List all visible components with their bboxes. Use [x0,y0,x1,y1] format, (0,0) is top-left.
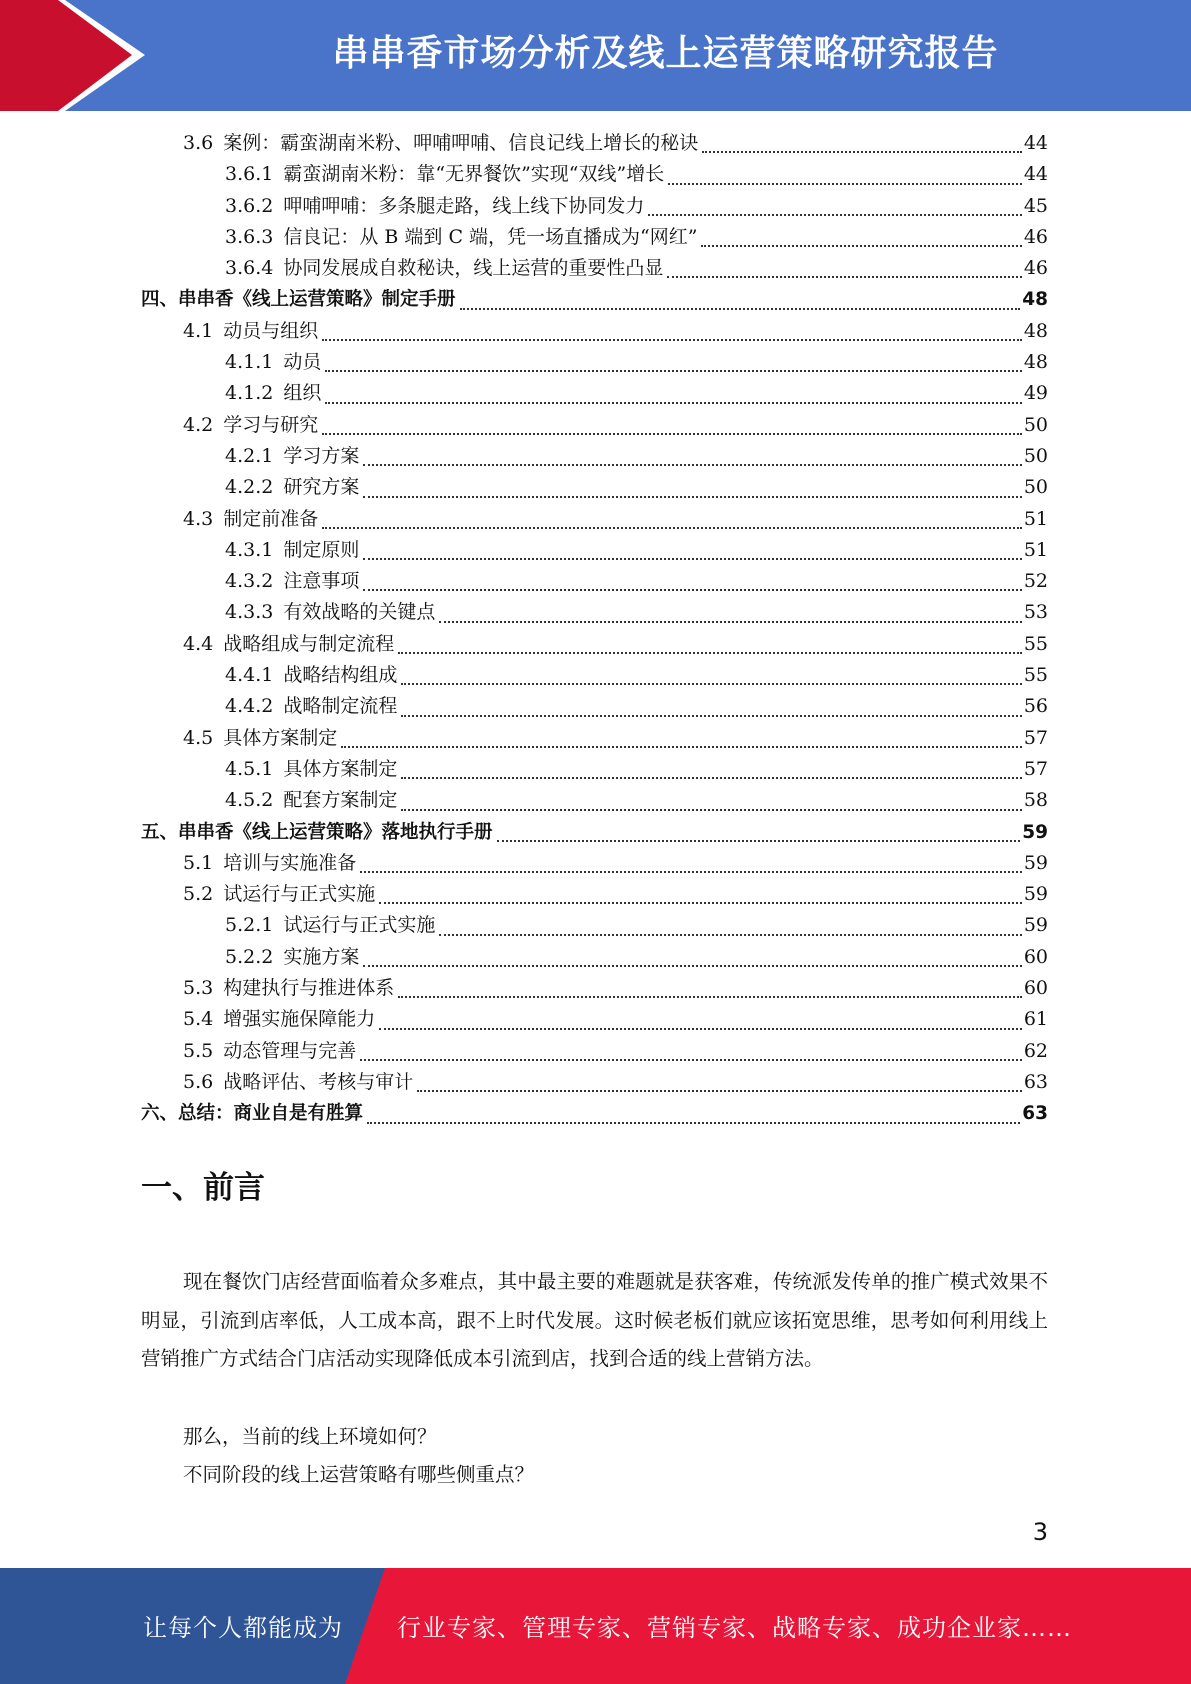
toc-leader-dots [325,369,1021,372]
toc-leader-dots [702,150,1022,153]
toc-entry-number: 3.6.2 [225,194,274,217]
toc-entry-page: 51 [1023,507,1048,530]
toc-entry-page: 55 [1023,664,1048,687]
toc-entry-page: 56 [1023,695,1048,718]
toc-entry-page: 63 [1023,1070,1048,1093]
toc-entry-title: 增强实施保障能力 [223,1008,376,1031]
toc-leader-dots [497,839,1021,842]
toc-entry-number: 4.5.2 [225,789,274,812]
toc-entry-title: 案例：霸蛮湖南米粉、呷哺呷哺、信良记线上增长的秘诀 [223,132,699,154]
toc-entry[interactable] [141,848,1048,879]
toc-entry-number: 4.4.2 [225,695,274,718]
toc-entry[interactable] [141,566,1048,597]
toc-entry-title: 呷哺呷哺：多条腿走路，线上线下协同发力 [283,194,645,217]
toc-entry[interactable] [141,316,1048,347]
toc-entry-number: 4.4 [183,632,214,655]
toc-entry[interactable] [141,128,1048,159]
toc-entry-number: 3.6.4 [225,257,274,280]
toc-leader-dots [398,651,1022,654]
toc-entry[interactable] [141,1098,1048,1129]
toc-entry-number: 4.1 [183,319,214,342]
toc-entry-number: 5.2.2 [225,945,274,968]
toc-entry[interactable] [141,159,1048,190]
toc-entry[interactable] [141,629,1048,660]
toc-entry-number: 4.1.1 [225,351,274,374]
toc-entry-title: 战略评估、考核与审计 [223,1070,414,1093]
toc-entry-page: 50 [1023,476,1048,499]
toc-entry-title: 协同发展成自救秘诀，线上运营的重要性凸显 [283,257,664,280]
toc-entry-number: 4.4.1 [225,664,274,687]
toc-entry-page: 59 [1022,821,1048,843]
toc-entry-title: 学习方案 [283,444,360,467]
toc-entry-title: 具体方案制定 [223,726,338,749]
toc-leader-dots [401,714,1021,717]
toc-entry-page: 63 [1022,1103,1048,1125]
toc-entry-number: 5.1 [183,851,214,874]
toc-entry-page: 48 [1023,351,1048,374]
toc-entry-page: 62 [1023,1039,1048,1062]
toc-entry-number: 3.6 [183,132,214,154]
toc-entry-page: 48 [1023,319,1048,342]
toc-entry-page: 46 [1023,225,1048,248]
toc-leader-dots [701,244,1021,247]
toc-entry-title: 构建执行与推进体系 [223,977,395,1000]
toc-entry[interactable] [141,253,1048,284]
toc-entry-page: 60 [1023,945,1048,968]
toc-leader-dots [401,776,1021,779]
toc-entry[interactable] [141,723,1048,754]
toc-entry[interactable] [141,222,1048,253]
toc-entry-title: 动态管理与完善 [223,1039,357,1062]
toc-entry[interactable] [141,441,1048,472]
toc-leader-dots [439,620,1021,623]
toc-entry-page: 58 [1023,789,1048,812]
toc-entry[interactable] [141,378,1048,409]
toc-entry-page: 50 [1023,444,1048,467]
toc-entry[interactable] [141,410,1048,441]
toc-entry-page: 53 [1023,601,1048,624]
toc-entry-page: 44 [1023,132,1048,154]
toc-entry-title: 制定前准备 [223,507,319,530]
toc-entry-title: 战略组成与制定流程 [223,632,395,655]
toc-entry[interactable] [141,284,1048,315]
toc-entry[interactable] [141,597,1048,628]
toc-leader-dots [439,933,1021,936]
toc-leader-dots [667,275,1021,278]
section-heading: 一、前言 [141,1170,265,1206]
toc-entry-number: 4.3.3 [225,601,274,624]
toc-entry-title: 有效战略的关键点 [283,601,436,624]
toc-leader-dots [360,1058,1022,1061]
toc-entry[interactable] [141,347,1048,378]
toc-entry-title: 动员与组织 [223,319,319,342]
toc-entry-title: 实施方案 [283,945,360,968]
toc-entry-number: 4.2 [183,413,214,436]
toc-leader-dots [460,307,1021,310]
toc-entry[interactable] [141,472,1048,503]
toc-entry[interactable] [141,942,1048,973]
document-title: 串串香市场分析及线上运营策略研究报告 [332,33,999,74]
footer-slogan-right: 行业专家、管理专家、营销专家、战略专家、成功企业家…… [397,1614,1072,1642]
toc-entry[interactable] [141,535,1048,566]
toc-entry-title: 试运行与正式实施 [223,883,376,906]
toc-entry-number: 5.2 [183,883,214,906]
toc-entry-number: 4.3 [183,507,214,530]
toc-entry-page: 46 [1023,257,1048,280]
toc-entry[interactable] [141,879,1048,910]
toc-entry[interactable] [141,1067,1048,1098]
toc-entry-page: 57 [1023,757,1048,780]
toc-entry[interactable] [141,1036,1048,1067]
toc-entry-number: 5.4 [183,1008,214,1031]
toc-entry[interactable] [141,754,1048,785]
toc-entry-title: 动员 [283,351,322,374]
toc-entry-page: 50 [1023,413,1048,436]
toc-leader-dots [379,1027,1022,1030]
toc-entry-title: 战略结构组成 [283,664,398,687]
toc-leader-dots [322,526,1022,529]
toc-entry-page: 61 [1023,1008,1048,1031]
toc-entry-title: 培训与实施准备 [223,851,357,874]
page-footer [0,1568,1191,1684]
footer-slogan-left: 让每个人都能成为 [143,1614,343,1642]
toc-entry-page: 48 [1022,289,1048,311]
toc-entry-title: 五、串串香《线上运营策略》落地执行手册 [141,821,493,843]
toc-entry-title: 注意事项 [283,570,360,593]
toc-leader-dots [363,964,1021,967]
toc-entry-title: 配套方案制定 [283,789,398,812]
toc-entry[interactable] [141,191,1048,222]
toc-leader-dots [668,182,1022,185]
toc-entry-page: 59 [1023,883,1048,906]
toc-entry-title: 六、总结：商业自是有胜算 [141,1103,364,1125]
toc-entry-number: 4.2.2 [225,476,274,499]
question-2: 不同阶段的线上运营策略有哪些侧重点？ [183,1463,535,1486]
toc-entry-number: 5.6 [183,1070,214,1093]
toc-entry-number: 3.6.1 [225,163,274,186]
toc-entry[interactable] [141,504,1048,535]
toc-leader-dots [322,338,1022,341]
intro-paragraph: 现在餐饮门店经营面临着众多难点，其中最主要的难题就是获客难，传统派发传单的推广模式效果不明显，引流到店率低，人工成本高，跟不上时代发展。这时候老板们就应该拓宽思维，思考如何利用线上营销推广方式结合门店活动实现降低成本引流到店，找到合适的线上营销方法。 [141,1270,1048,1370]
toc-entry-number: 5.2.1 [225,914,274,937]
toc-leader-dots [367,1121,1020,1124]
toc-entry-number: 4.2.1 [225,444,274,467]
page-number: 3 [1032,1518,1048,1546]
toc-entry-title: 制定原则 [283,538,360,561]
toc-entry-page: 57 [1023,726,1048,749]
toc-entry-page: 52 [1023,570,1048,593]
toc-leader-dots [401,808,1021,811]
toc-entry-page: 49 [1023,382,1048,405]
toc-entry[interactable] [141,785,1048,816]
toc-leader-dots [363,588,1021,591]
toc-entry-number: 4.5.1 [225,757,274,780]
toc-entry[interactable] [141,691,1048,722]
toc-entry-title: 试运行与正式实施 [283,914,436,937]
toc-entry-page: 59 [1023,914,1048,937]
toc-leader-dots [363,557,1021,560]
page-header [0,0,1191,111]
question-1: 那么，当前的线上环境如何？ [183,1425,437,1448]
toc-entry-title: 四、串串香《线上运营策略》制定手册 [141,289,456,311]
toc-entry-page: 59 [1023,851,1048,874]
toc-entry-number: 4.3.2 [225,570,274,593]
toc-entry[interactable] [141,973,1048,1004]
toc-entry-page: 51 [1023,538,1048,561]
table-of-contents [141,128,1048,1130]
toc-entry[interactable] [141,1004,1048,1035]
toc-entry-page: 55 [1023,632,1048,655]
toc-entry-number: 5.5 [183,1039,214,1062]
toc-entry-title: 学习与研究 [223,413,319,436]
toc-leader-dots [322,432,1022,435]
toc-entry-number: 4.1.2 [225,382,274,405]
toc-leader-dots [363,463,1021,466]
toc-leader-dots [341,745,1022,748]
toc-entry-number: 5.3 [183,977,214,1000]
toc-leader-dots [360,870,1022,873]
toc-entry-number: 4.3.1 [225,538,274,561]
toc-entry-title: 组织 [283,382,322,405]
toc-leader-dots [417,1089,1022,1092]
toc-entry-page: 60 [1023,977,1048,1000]
toc-leader-dots [325,401,1021,404]
toc-entry-number: 4.5 [183,726,214,749]
toc-leader-dots [379,901,1022,904]
toc-leader-dots [363,495,1021,498]
toc-entry[interactable] [141,817,1048,848]
toc-entry-title: 研究方案 [283,476,360,499]
toc-entry-title: 信良记：从 B 端到 C 端，凭一场直播成为“网红” [283,225,698,248]
toc-entry-number: 3.6.3 [225,225,274,248]
toc-leader-dots [401,682,1021,685]
toc-entry[interactable] [141,910,1048,941]
toc-entry-title: 战略制定流程 [283,695,398,718]
toc-entry[interactable] [141,660,1048,691]
toc-leader-dots [398,995,1022,998]
toc-entry-page: 44 [1023,163,1048,186]
toc-entry-page: 45 [1023,194,1048,217]
toc-entry-title: 具体方案制定 [283,757,398,780]
toc-entry-title: 霸蛮湖南米粉：靠“无界餐饮”实现“双线”增长 [283,163,665,186]
toc-leader-dots [648,213,1021,216]
